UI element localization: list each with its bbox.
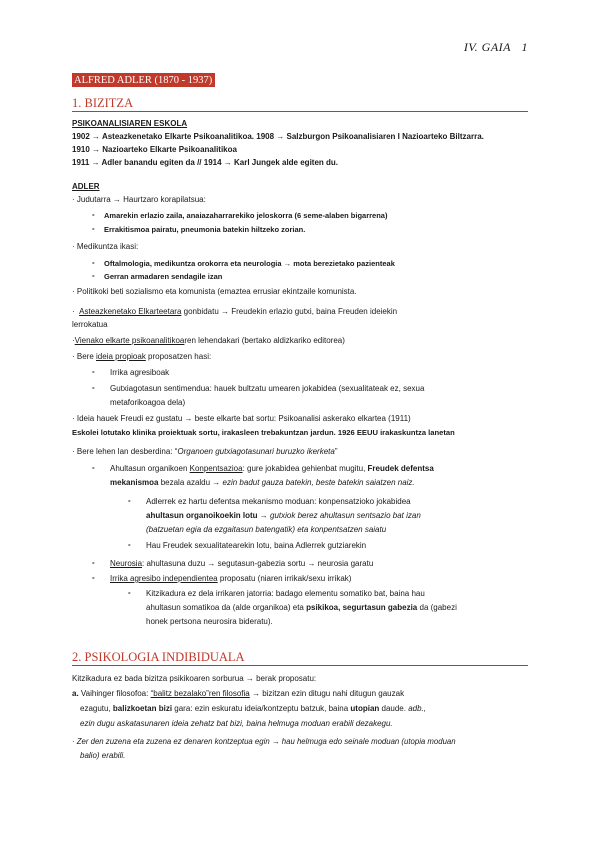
bio-line: · Judutarra → Haurtzaro korapilatsua: — [72, 195, 206, 204]
text-span: · Bere lehen lan desberdina: “ — [72, 447, 178, 456]
text-span: : gure jokabidea gehienbat mugitu, — [242, 464, 368, 473]
paragraph-line — [72, 688, 404, 700]
section-heading-psikologia: 2. PSIKOLOGIA INDIBIDUALA — [72, 650, 245, 664]
work-subitem-cont: honek pertsona neurosira bideratu). — [146, 617, 273, 626]
bullet-dash: - — [92, 224, 95, 233]
text-span: ahultasun somatikoa da (alde organikoa) eta — [146, 603, 307, 612]
bio-subitem: Gerran armadaren sendagile izan — [104, 272, 223, 281]
bio-line-bold: Eskolei lotutako klinika proiektuak sortu, irakasleen trebakuntzan jardun. 1926 EEUU irakaskuntza lanetan — [72, 428, 455, 437]
text-span: gara: ezin eskuratu ideia/kontzeptu batzuk, baina — [172, 704, 351, 713]
idea-item: Irrika agresiboak — [110, 368, 170, 377]
text-span: : ahultasuna duzu → segutasun-gabezia sortu → neurosia garatu — [142, 559, 374, 568]
work-item — [110, 463, 434, 475]
work-subitem-cont — [146, 602, 457, 614]
text-span: Freudek defentsa — [367, 464, 434, 473]
work-subitem: Adlerrek ez hartu defentsa mekanismo moduan: konpensatzioko jokabidea — [146, 497, 411, 506]
work-item — [110, 558, 373, 570]
bullet-dash: - — [92, 210, 95, 219]
section-heading-bizitza: 1. BIZITZA — [72, 96, 134, 110]
work-subitem-cont — [146, 510, 421, 522]
bullet-dash: - — [92, 367, 95, 376]
text-span: · — [72, 307, 75, 316]
text-span: → bizitzan ezin ditugu nahi ditugun gauzak — [249, 689, 405, 698]
text-span: · Bere — [72, 352, 97, 361]
text-span: Asteazkenetako Elkarteetara — [79, 307, 182, 316]
idea-item-cont: metaforikoagoa dela) — [110, 398, 186, 407]
section-rule — [72, 665, 528, 666]
header-title: IV. GAIA — [463, 40, 511, 54]
timeline-line-3: 1911 → Adler banandu egiten da // 1914 → Karl Jungek alde egiten du. — [72, 158, 339, 167]
work-subitem: Kitzikadura ez dela irrikaren jatorria: badago elementu somatiko bat, baina hau — [146, 589, 425, 598]
text-span: da (gabezi — [417, 603, 457, 612]
text-span: ezagutu, — [80, 704, 113, 713]
text-span: utopian — [350, 704, 380, 713]
bio-line: · Medikuntza ikasi: — [72, 242, 139, 251]
text-span: ezin badut gauza batekin, beste batekin saiatzen naiz. — [222, 478, 415, 487]
work-subitem: Hau Freudek sexualitatearekin lotu, baina Adlerrek gutziarekin — [146, 541, 367, 550]
bio-line: ·Vienako elkarte psikoanalitikoaren lehendakari (bertako aldizkariko editorea) — [72, 336, 345, 345]
text-span: balizkoetan bizi — [112, 704, 173, 713]
paragraph-line — [80, 703, 426, 715]
text-span: Vaihinger filosofoa: — [78, 689, 151, 698]
chapter-banner: ALFRED ADLER (1870 - 1937) — [72, 73, 215, 87]
text-span: “balitz bezalako”ren filosofia — [150, 689, 250, 698]
bio-line — [72, 351, 211, 363]
bullet-dash: - — [92, 558, 95, 567]
text-span: proposatu (niaren irrikak/sexu irrikak) — [217, 574, 352, 583]
timeline-line-1: 1902 → Asteazkenetako Elkarte Psikoanalitikoa. 1908 → Salzburgon Psikoanalisiaren I Nazioarteko Biltzarra. — [72, 132, 484, 141]
text-span: psikikoa, segurtasun gabezia — [306, 603, 418, 612]
timeline-line-2: 1910 → Nazioarteko Elkarte Psikoanalitikoa — [72, 145, 237, 154]
bullet-dash: - — [92, 573, 95, 582]
bullet-dash: - — [92, 383, 95, 392]
text-span: gonbidatu → Freudekin erlazio gutxi, baina Freuden ideiekin — [181, 307, 398, 316]
text-span: Ahultasun organikoen — [110, 464, 190, 473]
bullet-dash: - — [128, 588, 131, 597]
text-span: mekanismoa — [110, 478, 159, 487]
bio-subitem: Amarekin erlazio zaila, anaiazaharrarekiko jeloskorra (6 seme-alaben bigarrena) — [104, 211, 388, 220]
section-rule — [72, 111, 528, 112]
text-span: gutxiok berez ahultasun sentsazio bat izan — [270, 511, 421, 520]
bullet-dash: - — [128, 496, 131, 505]
bio-line: · Ideia hauek Freudi ez gustatu → beste elkarte bat sortu: Psikoanalisi askerako elkartea (1911) — [72, 414, 411, 423]
text-span: Irrika agresibo independientea — [110, 574, 218, 583]
work-item — [110, 573, 351, 585]
text-span: → — [257, 511, 271, 520]
text-span: proposatzen hasi: — [145, 352, 212, 361]
page-number: 1 — [521, 40, 528, 54]
bullet-dash: - — [92, 463, 95, 472]
text-span: a. — [72, 689, 79, 698]
text-span: daude. — [379, 704, 409, 713]
text-span: adb., — [408, 704, 426, 713]
work-item-cont — [110, 477, 415, 489]
text-span: Organoen gutxiagotasunari buruzko ikerketa — [177, 447, 335, 456]
bullet-dash: - — [92, 271, 95, 280]
idea-item: Gutxiagotasun sentimendua: hauek bultzatu umearen jokabidea (sexualitateak ez, sexua — [110, 384, 425, 393]
paragraph-line: ezin dugu askatasunaren ideia zehatz bat bizi, baina helmuga moduan erabili dezakegu. — [80, 719, 393, 728]
text-span: ren lehendakari (bertako aldizkariko editorea) — [184, 336, 345, 345]
paragraph-line: balio) erabili. — [80, 751, 126, 760]
bio-line-cont: lerrokatua — [72, 320, 108, 329]
text-span: Konpentsazioa — [189, 464, 243, 473]
text-span: Neurosia — [110, 559, 143, 568]
paragraph-line: · Zer den zuzena eta zuzena ez denaren kontzeptua egin → hau helmuga edo seinale moduan (utopia moduan — [72, 737, 456, 746]
subheading-eskola: PSIKOANALISIAREN ESKOLA — [72, 119, 188, 128]
text-span: Vienako elkarte psikoanalitikoa — [74, 336, 185, 345]
bio-line — [72, 446, 338, 458]
paragraph-intro: Kitzikadura ez bada bizitza psikikoaren sorburua → berak proposatu: — [72, 674, 317, 683]
page-header — [464, 40, 528, 55]
text-span: bezala azaldu → — [158, 478, 223, 487]
bullet-dash: - — [128, 540, 131, 549]
text-span: ahultasun organoikoekin lotu — [146, 511, 258, 520]
subheading-adler: ADLER — [72, 182, 100, 191]
bio-line — [72, 306, 528, 318]
work-subitem-cont: (batzuetan egia da ezgaitasun batengatik) eta konpentsatzen saiatu — [146, 525, 387, 534]
bio-line: · Politikoki beti sozialismo eta komunista (emaztea errusiar ekintzaile komunista. — [72, 287, 357, 296]
text-span: ” — [334, 447, 338, 456]
bio-subitem: Oftalmologia, medikuntza orokorra eta neurologia → mota berezietako pazienteak — [104, 259, 395, 268]
text-span: ideia propioak — [96, 352, 146, 361]
bio-subitem: Errakitismoa pairatu, pneumonia batekin hiltzeko zorian. — [104, 225, 306, 234]
bullet-dash: - — [92, 258, 95, 267]
